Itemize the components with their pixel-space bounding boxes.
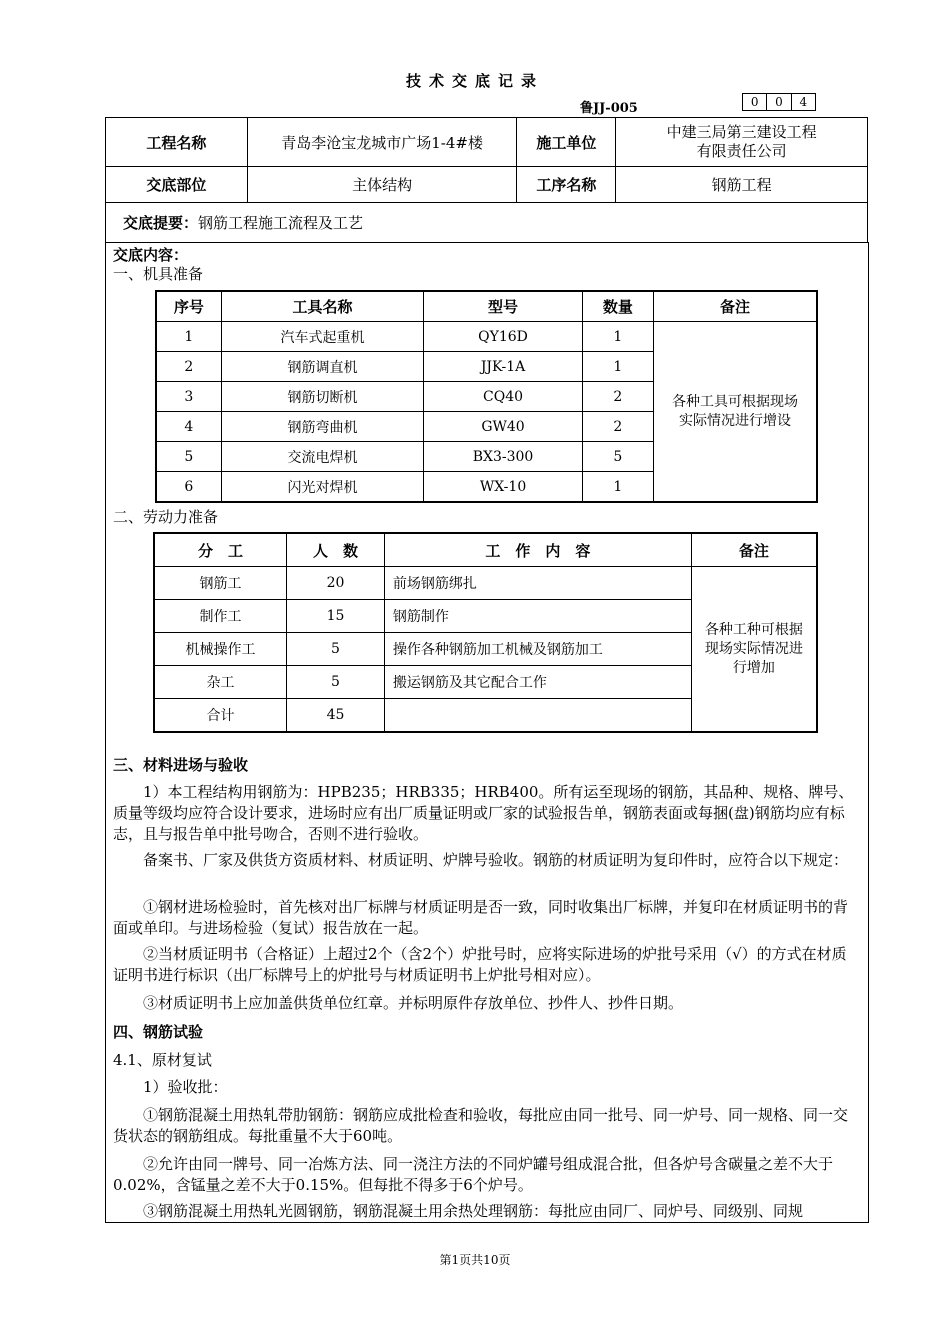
construction-unit-line2: 有限责任公司 bbox=[696, 142, 787, 160]
equipment-model: BX3-300 bbox=[424, 442, 582, 472]
equipment-name: 闪光对焊机 bbox=[221, 472, 424, 503]
labor-count: 15 bbox=[287, 600, 385, 633]
labor-table bbox=[153, 532, 818, 733]
construction-unit-value bbox=[616, 118, 868, 167]
equipment-no: 3 bbox=[156, 382, 221, 412]
labor-role: 杂工 bbox=[154, 666, 287, 699]
handover-part-value: 主体结构 bbox=[247, 167, 517, 203]
labor-role: 合计 bbox=[154, 699, 287, 733]
summary-row bbox=[106, 203, 868, 243]
labor-remark: 各种工种可根据现场实际情况进行增加 bbox=[691, 567, 817, 733]
table-row bbox=[156, 322, 817, 352]
document-code: 鲁JJ-005 bbox=[580, 101, 638, 116]
equipment-name: 钢筋切断机 bbox=[221, 382, 424, 412]
section-3-title: 三、材料进场与验收 bbox=[113, 756, 249, 774]
equipment-name: 钢筋调直机 bbox=[221, 352, 424, 382]
equipment-header-model: 型号 bbox=[424, 291, 582, 322]
paragraph-2: 备案书、厂家及供货方资质材料、材质证明、炉牌号验收。钢筋的材质证明为复印件时，应符合以下规定： bbox=[143, 851, 849, 869]
labor-work bbox=[384, 699, 691, 733]
document-title: 技术交底记录 bbox=[405, 72, 544, 90]
labor-work: 操作各种钢筋加工机械及钢筋加工 bbox=[384, 633, 691, 666]
labor-count: 20 bbox=[287, 567, 385, 600]
labor-header-remark: 备注 bbox=[691, 533, 817, 567]
construction-unit-line1: 中建三局第三建设工程 bbox=[666, 123, 817, 141]
equipment-model: WX-10 bbox=[424, 472, 582, 503]
serial-number-box bbox=[742, 93, 816, 111]
equipment-header-name: 工具名称 bbox=[221, 291, 424, 322]
labor-header-role: 分 工 bbox=[154, 533, 287, 567]
section-1-title: 一、机具准备 bbox=[113, 265, 204, 283]
equipment-qty: 1 bbox=[582, 472, 653, 503]
equipment-model: QY16D bbox=[424, 322, 582, 352]
serial-digit: 0 bbox=[766, 94, 790, 110]
labor-role: 机械操作工 bbox=[154, 633, 287, 666]
paragraph-1: 1）本工程结构用钢筋为：HPB235；HRB335；HRB400。所有运至现场的钢筋，其品种、规格、牌号、质量等级均应符合设计要求，进场时应有出厂质量证明或厂家的试验报告单，钢筋表面或每捆(盘)钢筋均应有标志，且与报告单中批号吻合，否则不进行验收。 bbox=[113, 783, 854, 843]
equipment-header-qty: 数量 bbox=[582, 291, 653, 322]
construction-unit-label: 施工单位 bbox=[517, 118, 616, 167]
equipment-qty: 1 bbox=[582, 352, 653, 382]
paragraph-5: ③材质证明书上应加盖供货单位红章。并标明原件存放单位、抄件人、抄件日期。 bbox=[143, 994, 684, 1012]
summary-label: 交底提要： bbox=[123, 214, 199, 232]
section-4-title: 四、钢筋试验 bbox=[113, 1023, 204, 1041]
equipment-no: 1 bbox=[156, 322, 221, 352]
paragraph-4: ②当材质证明书（合格证）上超过2个（含2个）炉批号时，应将实际进场的炉批号采用（√）的方式在材质证明书进行标识（出厂标牌号上的炉批号与材质证明书上炉批号相对应）。 bbox=[113, 945, 847, 984]
labor-header-count: 人 数 bbox=[287, 533, 385, 567]
labor-header-work: 工 作 内 容 bbox=[384, 533, 691, 567]
equipment-model: CQ40 bbox=[424, 382, 582, 412]
content-label: 交底内容： bbox=[113, 246, 189, 264]
equipment-qty: 1 bbox=[582, 322, 653, 352]
equipment-qty: 5 bbox=[582, 442, 653, 472]
equipment-no: 5 bbox=[156, 442, 221, 472]
section-2-title: 二、劳动力准备 bbox=[113, 508, 219, 526]
equipment-qty: 2 bbox=[582, 412, 653, 442]
labor-work: 前场钢筋绑扎 bbox=[384, 567, 691, 600]
handover-part-label: 交底部位 bbox=[106, 167, 248, 203]
equipment-qty: 2 bbox=[582, 382, 653, 412]
header-table bbox=[105, 117, 868, 243]
equipment-no: 2 bbox=[156, 352, 221, 382]
paragraph-6: 1）验收批： bbox=[143, 1078, 228, 1096]
equipment-header-remark: 备注 bbox=[653, 291, 817, 322]
paragraph-9: ③钢筋混凝土用热轧光圆钢筋，钢筋混凝土用余热处理钢筋：每批应由同厂、同炉号、同级别、同规 bbox=[143, 1202, 804, 1220]
equipment-header-no: 序号 bbox=[156, 291, 221, 322]
page-number: 第1页共10页 bbox=[439, 1253, 511, 1267]
equipment-table bbox=[155, 290, 818, 503]
labor-count: 45 bbox=[287, 699, 385, 733]
labor-work: 搬运钢筋及其它配合工作 bbox=[384, 666, 691, 699]
equipment-name: 汽车式起重机 bbox=[221, 322, 424, 352]
project-name-value: 青岛李沧宝龙城市广场1-4#楼 bbox=[247, 118, 517, 167]
section-4-1-title: 4.1、原材复试 bbox=[113, 1051, 212, 1069]
serial-digit: 0 bbox=[750, 95, 759, 109]
equipment-model: JJK-1A bbox=[424, 352, 582, 382]
labor-count: 5 bbox=[287, 633, 385, 666]
project-name-label: 工程名称 bbox=[106, 118, 248, 167]
labor-work: 钢筋制作 bbox=[384, 600, 691, 633]
labor-count: 5 bbox=[287, 666, 385, 699]
labor-role: 钢筋工 bbox=[154, 567, 287, 600]
paragraph-8: ②允许由同一牌号、同一冶炼方法、同一浇注方法的不同炉罐号组成混合批，但各炉号含碳量之差不大于0.02%，含锰量之差不大于0.15%。但每批不得多于6个炉号。 bbox=[113, 1155, 834, 1194]
equipment-no: 4 bbox=[156, 412, 221, 442]
process-name-value: 钢筋工程 bbox=[616, 167, 868, 203]
equipment-no: 6 bbox=[156, 472, 221, 503]
table-row bbox=[154, 567, 817, 600]
equipment-model: GW40 bbox=[424, 412, 582, 442]
equipment-name: 交流电焊机 bbox=[221, 442, 424, 472]
labor-role: 制作工 bbox=[154, 600, 287, 633]
equipment-name: 钢筋弯曲机 bbox=[221, 412, 424, 442]
paragraph-7: ①钢筋混凝土用热轧带肋钢筋：钢筋应成批检查和验收，每批应由同一批号、同一炉号、同一规格、同一交货状态的钢筋组成。每批重量不大于60吨。 bbox=[113, 1106, 849, 1145]
paragraph-3: ①钢材进场检验时，首先核对出厂标牌与材质证明是否一致，同时收集出厂标牌，并复印在材质证明书的背面或单印。与进场检验（复试）报告放在一起。 bbox=[113, 898, 849, 937]
equipment-remark: 各种工具可根据现场实际情况进行增设 bbox=[653, 322, 817, 503]
serial-digit: 4 bbox=[791, 94, 815, 110]
process-name-label: 工序名称 bbox=[517, 167, 616, 203]
summary-value: 钢筋工程施工流程及工艺 bbox=[198, 214, 364, 232]
